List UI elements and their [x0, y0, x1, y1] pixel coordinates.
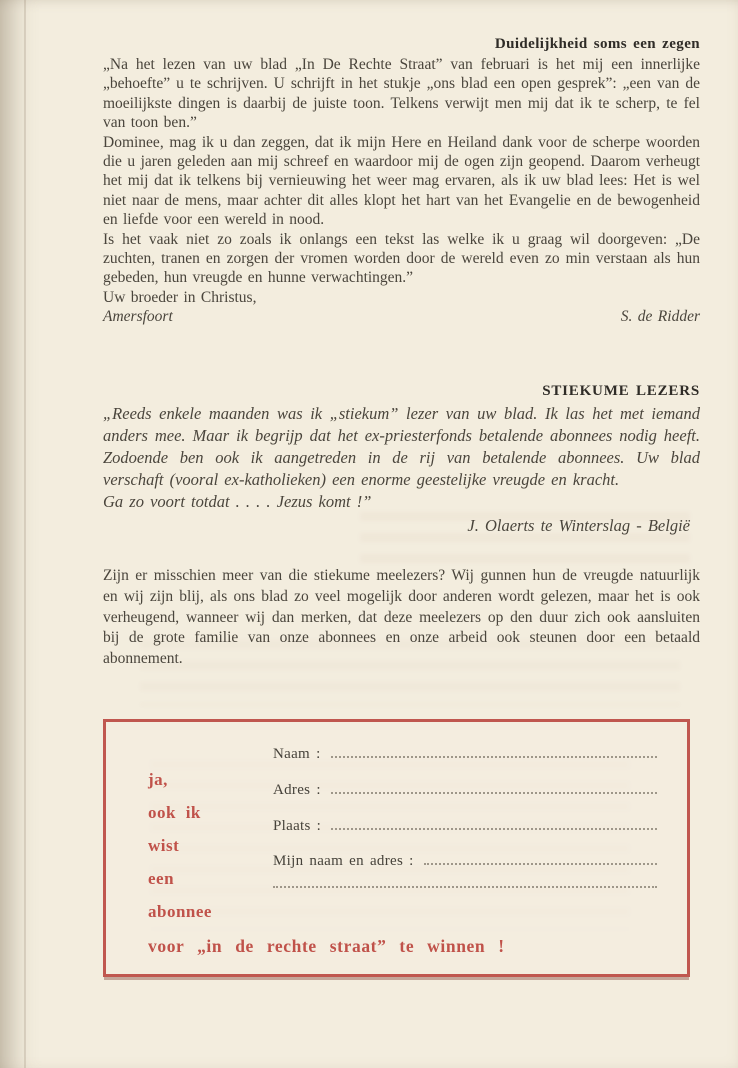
coupon-slogan-line: wist — [148, 836, 180, 855]
page-edge-crease — [24, 0, 26, 1068]
coupon-label-adres: Adres : — [273, 782, 321, 798]
coupon-field-adres — [273, 778, 657, 799]
letter1-paragraph-1: „Na het lezen van uw blad „In De Rechte Straat” van februari is het mij een innerlijke „behoefte” u te schrijven. U schrijft in het stukje „ons blad een open gesprek”: „een van de moeilijkste dingen is daarbij de juiste toon. Telkens verwijt men mij dat ik te scherp, te fel van toon ben.” — [103, 56, 700, 132]
letter1-paragraph-2: Dominee, mag ik u dan zeggen, dat ik mijn Here en Heiland dank voor de scherpe woorden die u jaren geleden aan mij schreef en waardoor mij de ogen zijn geopend. Daarom verheugt het mij dat ik telkens bij vernieuwing het weer mag ervaren, als ik uw blad lees: Het is wel niet naar de mens, maar achter dit alles klopt het hart van het Evangelie en de bewogenheid en liefde voor een wereld in nood. — [103, 133, 700, 229]
letter2-paragraph-1: „Reeds enkele maanden was ik „stiekum” lezer van uw blad. Ik las het met iemand anders mee. Maar ik begrijp dat het ex-priesterfonds betalende abonnees nodig heeft. Zodoende ben ook ik aangetreden in de rij van betalende abonnees. Uw blad verschaft (vooral ex-katholieken) een enorme geestelijke vreugde en kracht. — [103, 404, 700, 489]
editorial-reply — [103, 566, 700, 670]
reader-letter-1 — [103, 55, 700, 327]
section-title-duidelijkheid: Duidelijkheid soms een zegen — [494, 36, 700, 52]
section-title-stiekume-lezers: STIEKUME LEZERS — [542, 383, 700, 399]
coupon-slogan-bottom: voor „in de rechte straat” te winnen ! — [148, 936, 505, 956]
coupon-fill-line — [331, 778, 657, 794]
coupon-slogan-line: een — [148, 869, 175, 888]
coupon-slogan-line: abonnee — [148, 902, 212, 921]
letter2-paragraph-2: Ga zo voort totdat . . . . Jezus komt !” — [103, 492, 372, 511]
coupon-label-naam: Naam : — [273, 746, 321, 762]
editorial-paragraph: Zijn er misschien meer van die stiekume meelezers? Wij gunnen hun de vreugde natuurlijk en wij zijn blij, als ons blad zo veel mogelijk door anderen wordt gelezen, maar het is ook verheugend, wanneer wij dan merken, dat deze meelezers op den duur zich ook aansluiten bij de grote familie van onze abonnees en onze arbeid ook steunen door een betaald abonnement. — [103, 567, 700, 668]
coupon-fill-line — [273, 872, 657, 888]
coupon-slogan-line: ja, — [148, 770, 168, 789]
coupon-field-mijn-naam-en-adres — [273, 849, 657, 870]
coupon-field-naam — [273, 742, 657, 763]
letter1-place: Amersfoort — [103, 308, 173, 326]
coupon-field-plaats — [273, 814, 657, 835]
coupon-fill-line — [331, 814, 657, 830]
coupon-fill-line — [424, 849, 657, 865]
letter1-closing: Uw broeder in Christus, — [103, 288, 257, 306]
letter1-signature: S. de Ridder — [620, 308, 700, 326]
subscription-coupon — [103, 719, 690, 977]
letter1-paragraph-3: Is het vaak niet zo zoals ik onlangs een tekst las welke ik u graag wil doorgeven: „De zuchten, tranen en zorgen der vromen worden door de wereld even zo min verstaan als hun gebeden, hun vreugde en hunne verwachtingen.” — [103, 230, 700, 287]
letter1-signature-row — [103, 307, 700, 326]
coupon-label-plaats: Plaats : — [273, 818, 322, 834]
letter2-signature: J. Olaerts te Winterslag - België — [467, 516, 690, 535]
coupon-slogan-line: ook ik — [148, 803, 201, 822]
coupon-fill-line — [331, 742, 657, 758]
coupon-extra-fill-row — [273, 872, 657, 888]
reader-letter-2 — [103, 403, 700, 537]
coupon-label-mijn-naam-en-adres: Mijn naam en adres : — [273, 853, 414, 869]
